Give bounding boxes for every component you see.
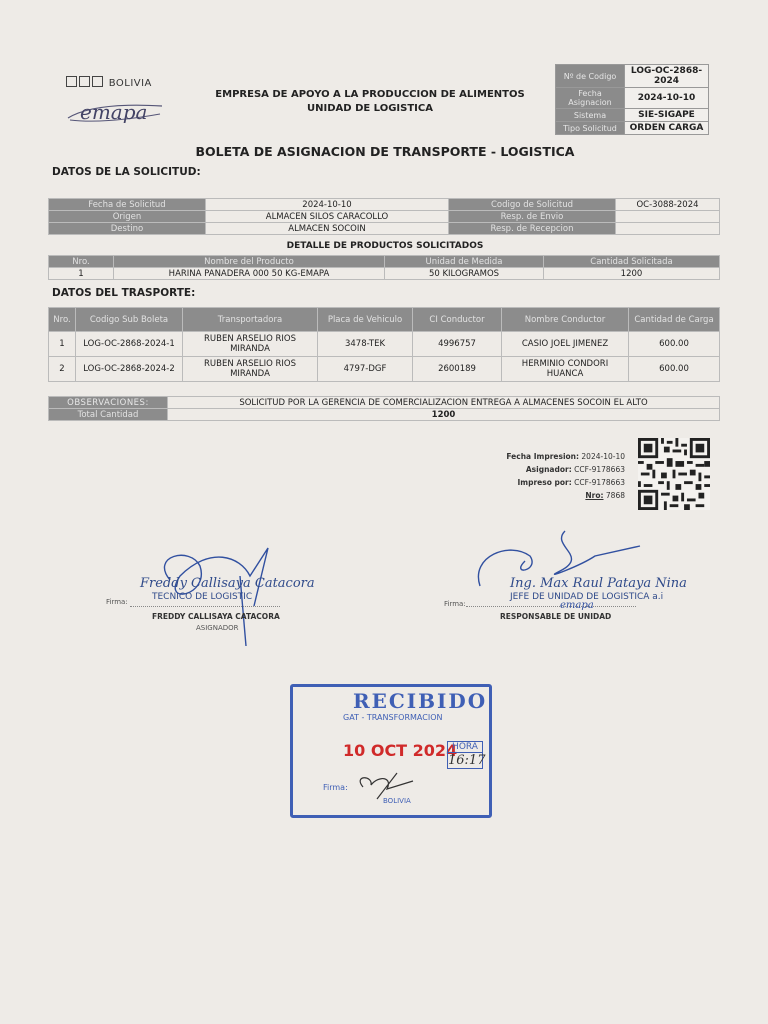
table-row [49, 357, 720, 382]
request-type-value: ORDEN CARGA [625, 122, 709, 135]
code-label: Nº de Codigo [556, 65, 625, 88]
left-signature-line [130, 606, 280, 607]
unit-name: UNIDAD DE LOGISTICA [307, 103, 433, 114]
request-type-label: Tipo Solicitud [556, 122, 625, 135]
print-date-label: Fecha Impresion: [506, 452, 580, 461]
request-date-label: Fecha de Solicitud [49, 199, 206, 211]
stamp-subtitle: GAT - TRANSFORMACION [343, 713, 443, 722]
bolivia-logo [66, 76, 152, 89]
transport-code: LOG-OC-2868-2024-2 [76, 357, 183, 382]
stamp-hour-label: HORA [448, 742, 482, 753]
system-value: SIE-SIGAPE [625, 109, 709, 122]
origin-value: ALMACEN SILOS CARACOLLO [206, 211, 449, 223]
origin-label: Origen [49, 211, 206, 223]
products-col-qty: Cantidad Solicitada [544, 256, 720, 268]
transport-plate: 3478-TEK [318, 332, 413, 357]
sender-label: Resp. de Envio [449, 211, 616, 223]
left-signer-name: FREDDY CALLISAYA CATACORA [152, 612, 280, 621]
left-firma-label: Firma: [106, 598, 128, 606]
emapa-logo-text: emapa [80, 100, 148, 124]
transport-col-plate: Placa de Vehiculo [318, 308, 413, 332]
left-signer-role: ASIGNADOR [196, 624, 239, 632]
transport-driver: CASIO JOEL JIMENEZ [502, 332, 629, 357]
right-signer-role: RESPONSABLE DE UNIDAD [500, 612, 612, 621]
transport-section-title: DATOS DEL TRASPORTE: [52, 287, 196, 299]
print-meta [480, 450, 625, 502]
transport-nro: 2 [49, 357, 76, 382]
products-col-unit: Unidad de Medida [385, 256, 544, 268]
right-signature-name: Ing. Max Raul Pataya Nina [510, 576, 687, 591]
sender-value [616, 211, 720, 223]
receiver-value [616, 223, 720, 235]
left-signature-name: Freddy Callisaya Catacora [140, 576, 315, 591]
total-label: Total Cantidad [49, 409, 168, 421]
stamp-hour-box [447, 741, 486, 769]
transport-col-ci: CI Conductor [413, 308, 502, 332]
assign-date-value: 2024-10-10 [625, 88, 709, 109]
received-stamp [290, 684, 492, 818]
stamp-firma-label: Firma: [323, 783, 348, 792]
transport-code: LOG-OC-2868-2024-1 [76, 332, 183, 357]
transport-ci: 2600189 [413, 357, 502, 382]
right-firma-label: Firma: [444, 600, 466, 608]
request-table [48, 198, 720, 235]
code-value: LOG-OC-2868-2024 [625, 65, 709, 88]
stamp-date: 10 OCT 2024 [343, 741, 458, 760]
product-name: HARINA PANADERA 000 50 KG-EMAPA [114, 268, 385, 280]
request-section-title: DATOS DE LA SOLICITUD: [52, 166, 201, 178]
destination-value: ALMACEN SOCOIN [206, 223, 449, 235]
total-value: 1200 [168, 409, 720, 421]
transport-table [48, 307, 720, 382]
nro-label: Nro: [585, 491, 604, 500]
flag-icon [66, 76, 77, 87]
products-col-name: Nombre del Producto [114, 256, 385, 268]
products-title: DETALLE DE PRODUCTOS SOLICITADOS [286, 241, 484, 251]
transport-plate: 4797-DGF [318, 357, 413, 382]
request-code-label: Codigo de Solicitud [449, 199, 616, 211]
document-code-box [555, 64, 709, 135]
stamp-city: BOLIVIA [383, 797, 411, 805]
nro-value: 7868 [605, 491, 625, 500]
printed-by-label: Impreso por: [517, 478, 572, 487]
document-title: BOLETA DE ASIGNACION DE TRANSPORTE - LOGISTICA [195, 144, 575, 159]
transport-col-load: Cantidad de Carga [629, 308, 720, 332]
products-col-nro: Nro. [49, 256, 114, 268]
table-row [49, 332, 720, 357]
printed-by-value: CCF-9178663 [574, 478, 625, 487]
right-signature-line [466, 606, 636, 607]
request-date-value: 2024-10-10 [206, 199, 449, 211]
transport-carrier: RUBEN ARSELIO RIOS MIRANDA [183, 357, 318, 382]
transport-nro: 1 [49, 332, 76, 357]
request-code-value: OC-3088-2024 [616, 199, 720, 211]
product-qty: 1200 [544, 268, 720, 280]
product-unit: 50 KILOGRAMOS [385, 268, 544, 280]
transport-driver: HERMINIO CONDORI HUANCA [502, 357, 629, 382]
stamp-hour: 16:17 [448, 753, 486, 768]
assigner-value: CCF-9178663 [574, 465, 625, 474]
company-name: EMPRESA DE APOYO A LA PRODUCCION DE ALIMENTOS [215, 89, 525, 100]
transport-col-driver: Nombre Conductor [502, 308, 629, 332]
product-nro: 1 [49, 268, 114, 280]
shield-icon [92, 76, 103, 87]
table-row [49, 268, 720, 280]
stamp-title: RECIBIDO [353, 689, 488, 713]
qr-code-icon [638, 436, 710, 512]
company-heading [200, 88, 540, 116]
transport-load: 600.00 [629, 357, 720, 382]
system-label: Sistema [556, 109, 625, 122]
transport-col-carrier: Transportadora [183, 308, 318, 332]
destination-label: Destino [49, 223, 206, 235]
observations-label: OBSERVACIONES: [49, 397, 168, 409]
print-date-value: 2024-10-10 [581, 452, 625, 461]
bolivia-logo-text: BOLIVIA [108, 78, 152, 89]
observations-text: SOLICITUD POR LA GERENCIA DE COMERCIALIZACION ENTREGA A ALMACENES SOCOIN EL ALTO [168, 397, 720, 409]
transport-col-code: Codigo Sub Boleta [76, 308, 183, 332]
products-table [48, 255, 720, 280]
left-signature-title: TECNICO DE LOGISTIC [152, 592, 253, 602]
assigner-label: Asignador: [525, 465, 572, 474]
transport-col-nro: Nro. [49, 308, 76, 332]
transport-ci: 4996757 [413, 332, 502, 357]
observations-table [48, 396, 720, 421]
right-signature-title: JEFE DE UNIDAD DE LOGISTICA a.i [510, 592, 664, 602]
right-emapa-mark: emapa [560, 600, 594, 611]
transport-carrier: RUBEN ARSELIO RIOS MIRANDA [183, 332, 318, 357]
assign-date-label: Fecha Asignacion [556, 88, 625, 109]
receiver-label: Resp. de Recepcion [449, 223, 616, 235]
emapa-logo [66, 100, 148, 124]
transport-load: 600.00 [629, 332, 720, 357]
seal-icon [79, 76, 90, 87]
